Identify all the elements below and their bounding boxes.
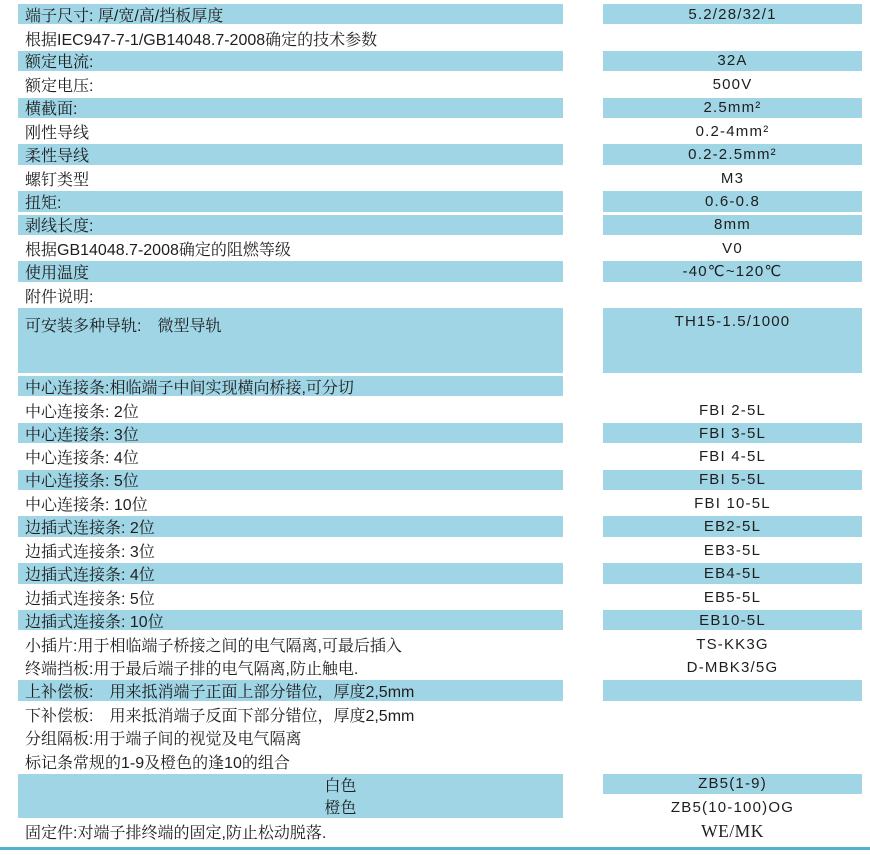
spec-label-cell xyxy=(18,73,563,96)
table-row xyxy=(18,398,862,421)
spec-value: FBI 10-5L xyxy=(694,495,771,513)
spec-label-cell xyxy=(18,539,563,562)
spec-label: 中心连接条: 5位 xyxy=(25,473,139,491)
column-gap xyxy=(563,703,603,726)
table-row xyxy=(18,307,862,375)
spec-label-cell xyxy=(18,656,563,679)
spec-value: 0.2-4mm² xyxy=(695,123,770,141)
column-gap xyxy=(563,586,603,609)
column-gap xyxy=(563,562,603,585)
table-row xyxy=(18,773,862,796)
table-row xyxy=(18,796,862,819)
spec-label-cell xyxy=(18,422,563,445)
spec-value-cell xyxy=(603,539,862,562)
spec-label: 边插式连接条: 10位 xyxy=(25,613,164,631)
spec-value: 0.6-0.8 xyxy=(704,192,761,210)
column-gap xyxy=(563,307,603,375)
spec-value: V0 xyxy=(722,240,743,258)
spec-value-cell xyxy=(603,307,862,375)
table-row xyxy=(18,167,862,190)
spec-value: M3 xyxy=(720,169,745,187)
spec-label: 端子尺寸: 厚/宽/高/挡板厚度 xyxy=(25,7,224,25)
spec-value-cell xyxy=(603,656,862,679)
spec-value: TS-KK3G xyxy=(696,635,769,653)
table-row xyxy=(18,260,862,283)
table-row xyxy=(18,3,862,26)
spec-label: 边插式连接条: 4位 xyxy=(25,566,155,584)
spec-value: TH15-1.5/1000 xyxy=(674,313,791,331)
spec-label-cell xyxy=(18,237,563,260)
column-gap xyxy=(563,97,603,120)
spec-value-cell xyxy=(603,679,862,702)
table-row xyxy=(18,214,862,237)
spec-label: 边插式连接条: 3位 xyxy=(25,544,155,561)
spec-value-cell xyxy=(603,773,862,796)
spec-value: ZB5(1-9) xyxy=(698,775,767,793)
spec-value: EB5-5L xyxy=(703,588,762,606)
spec-label-cell xyxy=(18,26,563,49)
spec-label: 分组隔板:用于端子间的视觉及电气隔离 xyxy=(25,731,302,749)
column-gap xyxy=(563,214,603,237)
spec-value: EB3-5L xyxy=(703,542,762,559)
column-gap xyxy=(563,284,603,307)
spec-value: FBI 5-5L xyxy=(698,471,767,489)
table-row xyxy=(18,120,862,143)
spec-label-cell xyxy=(18,749,563,772)
column-gap xyxy=(563,26,603,49)
column-gap xyxy=(563,398,603,421)
table-row xyxy=(18,726,862,749)
table-row xyxy=(18,749,862,772)
spec-value-cell xyxy=(603,445,862,468)
spec-label: 边插式连接条: 2位 xyxy=(25,520,155,538)
spec-value: FBI 3-5L xyxy=(698,424,767,442)
spec-value-cell xyxy=(603,469,862,492)
column-gap xyxy=(563,609,603,632)
column-gap xyxy=(563,773,603,796)
spec-value-cell xyxy=(603,492,862,515)
spec-label-cell xyxy=(18,445,563,468)
column-gap xyxy=(563,469,603,492)
spec-label-cell xyxy=(18,260,563,283)
spec-value-cell xyxy=(603,260,862,283)
column-gap xyxy=(563,167,603,190)
spec-label: 中心连接条: 10位 xyxy=(25,497,148,515)
spec-label-cell xyxy=(18,307,563,375)
spec-value-cell xyxy=(603,609,862,632)
spec-label-cell xyxy=(18,398,563,421)
spec-label-cell xyxy=(18,515,563,538)
column-gap xyxy=(563,632,603,655)
table-row xyxy=(18,50,862,73)
table-row xyxy=(18,703,862,726)
spec-label: 终端挡板:用于最后端子排的电气隔离,防止触电. xyxy=(25,660,359,678)
table-row xyxy=(18,375,862,398)
spec-label: 固定件:对端子排终端的固定,防止松动脱落. xyxy=(25,824,327,842)
spec-label-cell xyxy=(18,214,563,237)
spec-value: EB2-5L xyxy=(703,518,762,536)
spec-label: 中心连接条: 2位 xyxy=(25,403,139,421)
spec-value-cell xyxy=(603,632,862,655)
spec-label: 横截面: xyxy=(25,101,78,119)
spec-label: 额定电压: xyxy=(25,78,94,96)
spec-value: EB4-5L xyxy=(703,564,762,582)
spec-value: EB10-5L xyxy=(699,611,766,629)
column-gap xyxy=(563,3,603,26)
spec-label: 中心连接条: 3位 xyxy=(25,426,139,444)
spec-label-cell xyxy=(18,492,563,515)
table-row xyxy=(18,539,862,562)
spec-label-cell xyxy=(18,50,563,73)
table-row xyxy=(18,26,862,49)
spec-label: 小插片:用于相临端子桥接之间的电气隔离,可最后插入 xyxy=(25,637,402,655)
column-gap xyxy=(563,143,603,166)
spec-value-cell xyxy=(603,726,862,749)
table-row xyxy=(18,143,862,166)
spec-value: 500V xyxy=(712,76,753,94)
spec-value: FBI 4-5L xyxy=(698,448,767,466)
spec-label: 边插式连接条: 5位 xyxy=(25,590,155,608)
column-gap xyxy=(563,515,603,538)
bottom-rule xyxy=(0,847,870,850)
spec-value-cell xyxy=(603,3,862,26)
spec-value: D-MBK3/5G xyxy=(686,658,779,676)
spec-label: 中心连接条:相临端子中间实现横向桥接,可分切 xyxy=(25,379,354,397)
spec-value-cell xyxy=(603,97,862,120)
spec-value-cell xyxy=(603,422,862,445)
column-gap xyxy=(563,73,603,96)
column-gap xyxy=(563,190,603,213)
spec-value-cell xyxy=(603,190,862,213)
table-row xyxy=(18,609,862,632)
spec-label-cell xyxy=(18,375,563,398)
spec-label-cell xyxy=(18,820,563,843)
table-row xyxy=(18,284,862,307)
spec-value-cell xyxy=(603,284,862,307)
spec-value-cell xyxy=(603,586,862,609)
spec-value: 8mm xyxy=(714,216,751,234)
spec-label: 附件说明: xyxy=(25,288,94,306)
spec-value-cell xyxy=(603,237,862,260)
column-gap xyxy=(563,237,603,260)
spec-label-cell xyxy=(18,284,563,307)
column-gap xyxy=(563,422,603,445)
spec-label: 扭矩: xyxy=(25,194,62,212)
column-gap xyxy=(563,445,603,468)
table-row xyxy=(18,97,862,120)
table-row xyxy=(18,820,862,843)
spec-value-cell xyxy=(603,214,862,237)
table-row xyxy=(18,679,862,702)
spec-value-cell xyxy=(603,73,862,96)
spec-label: 螺钉类型 xyxy=(25,171,90,189)
spec-value: WE/MK xyxy=(701,820,764,841)
spec-label-cell xyxy=(18,586,563,609)
spec-label: 根据IEC947-7-1/GB14048.7-2008确定的技术参数 xyxy=(25,31,378,49)
spec-value-cell xyxy=(603,26,862,49)
spec-value: 2.5mm² xyxy=(703,99,762,117)
spec-label-cell xyxy=(18,120,563,143)
spec-label: 橙色 xyxy=(324,800,357,818)
spec-value-cell xyxy=(603,143,862,166)
spec-label-cell xyxy=(18,143,563,166)
spec-label-cell xyxy=(18,796,563,819)
spec-value-cell xyxy=(603,398,862,421)
spec-value-cell xyxy=(603,820,862,843)
spec-value-cell xyxy=(603,375,862,398)
spec-label-cell xyxy=(18,97,563,120)
spec-value-cell xyxy=(603,703,862,726)
column-gap xyxy=(563,260,603,283)
table-row xyxy=(18,586,862,609)
table-row xyxy=(18,445,862,468)
spec-value-cell xyxy=(603,167,862,190)
spec-label: 标记条常规的1-9及橙色的逢10的组合 xyxy=(25,754,290,772)
table-row xyxy=(18,562,862,585)
spec-label: 额定电流: xyxy=(25,54,94,72)
spec-label: 根据GB14048.7-2008确定的阻燃等级 xyxy=(25,242,291,260)
table-row xyxy=(18,515,862,538)
spec-label: 白色 xyxy=(324,778,357,796)
spec-label-cell xyxy=(18,562,563,585)
column-gap xyxy=(563,796,603,819)
table-row xyxy=(18,73,862,96)
spec-label: 柔性导线 xyxy=(25,148,90,166)
spec-value: ZB5(10-100)OG xyxy=(670,799,795,817)
column-gap xyxy=(563,375,603,398)
spec-value-cell xyxy=(603,50,862,73)
spec-label-cell xyxy=(18,3,563,26)
spec-label-cell xyxy=(18,609,563,632)
spec-label: 中心连接条: 4位 xyxy=(25,450,139,468)
column-gap xyxy=(563,820,603,843)
table-row xyxy=(18,422,862,445)
spec-value-cell xyxy=(603,120,862,143)
table-row xyxy=(18,492,862,515)
spec-value: FBI 2-5L xyxy=(698,401,767,419)
spec-value: -40℃~120℃ xyxy=(682,263,783,281)
table-row xyxy=(18,632,862,655)
table-row xyxy=(18,190,862,213)
column-gap xyxy=(563,726,603,749)
column-gap xyxy=(563,749,603,772)
table-row xyxy=(18,237,862,260)
spec-value: 32A xyxy=(717,52,748,70)
spec-label-cell xyxy=(18,190,563,213)
table-row xyxy=(18,656,862,679)
spec-label-cell xyxy=(18,632,563,655)
spec-label: 上补偿板: 用来抵消端子正面上部分错位，厚度2,5mm xyxy=(25,683,415,701)
spec-label: 刚性导线 xyxy=(25,125,90,143)
spec-label-cell xyxy=(18,167,563,190)
column-gap xyxy=(563,539,603,562)
spec-label-cell xyxy=(18,679,563,702)
spec-value-cell xyxy=(603,515,862,538)
column-gap xyxy=(563,50,603,73)
spec-label: 使用温度 xyxy=(25,265,90,282)
spec-value-cell xyxy=(603,796,862,819)
column-gap xyxy=(563,492,603,515)
spec-label: 下补偿板: 用来抵消端子反面下部分错位，厚度2,5mm xyxy=(25,707,415,725)
column-gap xyxy=(563,656,603,679)
spec-value-cell xyxy=(603,562,862,585)
spec-value: 0.2-2.5mm² xyxy=(688,146,777,164)
spec-value: 5.2/28/32/1 xyxy=(688,5,777,23)
spec-label: 剥线长度: xyxy=(25,218,94,236)
spec-value-cell xyxy=(603,749,862,772)
spec-label-cell xyxy=(18,773,563,796)
table-row xyxy=(18,469,862,492)
spec-label: 可安装多种导轨: 微型导轨 xyxy=(25,318,222,336)
spec-label-cell xyxy=(18,726,563,749)
column-gap xyxy=(563,679,603,702)
spec-label-cell xyxy=(18,703,563,726)
column-gap xyxy=(563,120,603,143)
spec-label-cell xyxy=(18,469,563,492)
